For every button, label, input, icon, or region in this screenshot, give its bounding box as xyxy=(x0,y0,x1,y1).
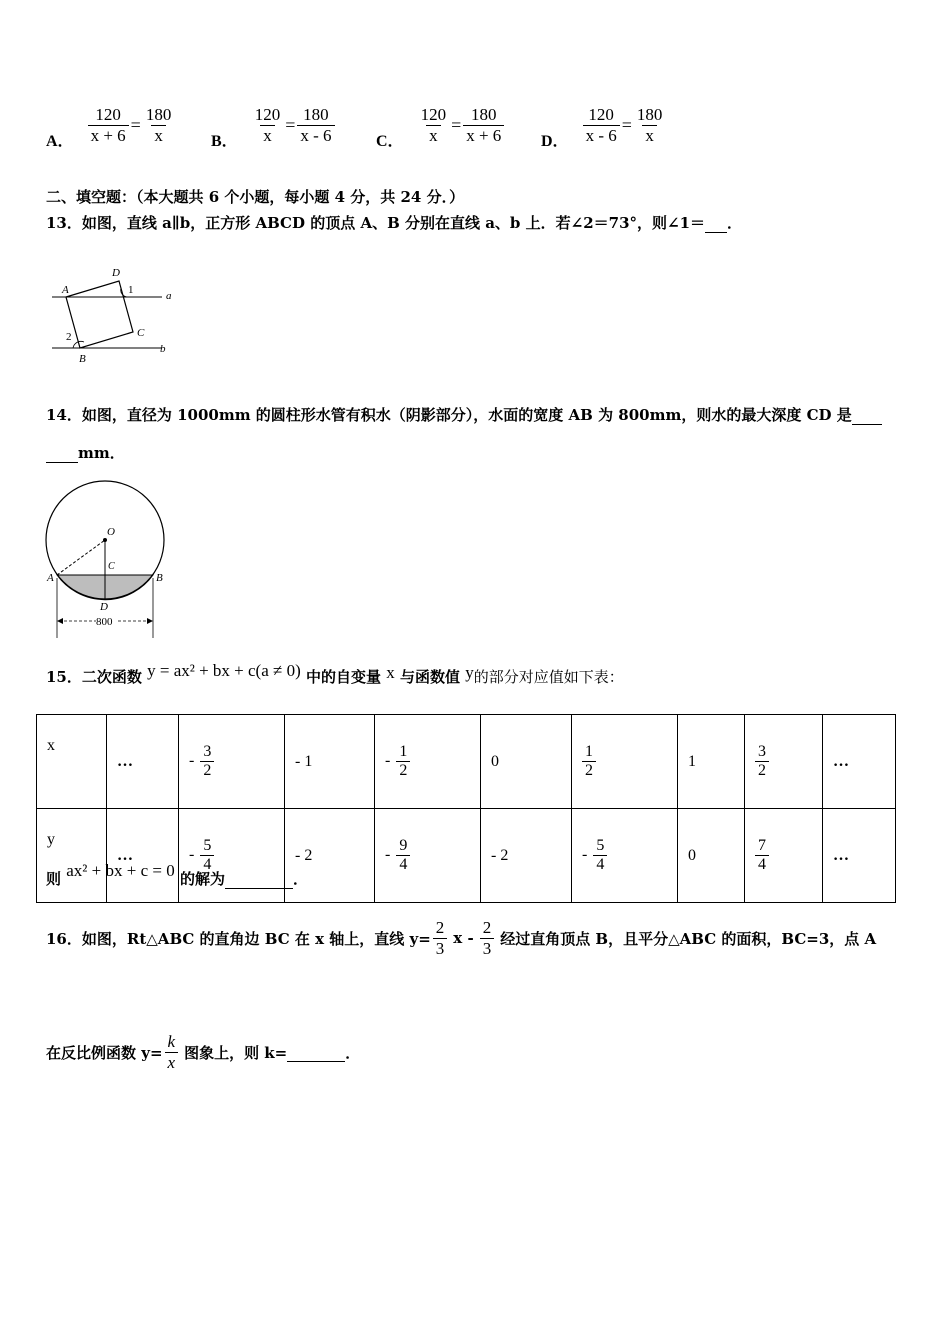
option-d[interactable] xyxy=(541,100,665,151)
option-right-fraction: $\frac{180}{x - 6}$ xyxy=(297,105,334,145)
question-14-line2 xyxy=(46,442,125,463)
fraction-two-thirds-b: $\frac{2}{3}$ xyxy=(480,918,495,958)
table-row-x xyxy=(37,715,896,809)
table-cell: … xyxy=(823,715,896,809)
section-title: 二、填空题：（本大题共 6 个小题，每小题 4 分，共 24 分．） xyxy=(46,188,465,206)
answer-blank xyxy=(705,214,727,233)
table-row-label: x xyxy=(37,715,107,809)
table-cell: - $\frac{1}{2}$ xyxy=(375,715,481,809)
question-14-end: mm． xyxy=(78,444,125,462)
question-14-text: 14．如图，直径为 1000mm 的圆柱形水管有积水（阴影部分），水面的宽度 AB 为 800mm，则水的最大深度 CD 是 xyxy=(46,406,852,424)
question-16-line2-prefix: 在反比例函数 y= xyxy=(46,1043,163,1062)
table-cell: - 2 xyxy=(285,809,375,903)
question-15 xyxy=(46,661,624,687)
answer-blank xyxy=(852,406,882,425)
question-16-line2-suffix: 图象上，则 k= xyxy=(184,1043,288,1062)
label-1: 1 xyxy=(128,284,134,296)
label-C: C xyxy=(108,561,115,572)
question-16-suffix: 经过直角顶点 B，且平分△ABC 的面积，BC=3，点 A xyxy=(500,929,877,948)
option-left-fraction: $\frac{120}{x}$ xyxy=(420,105,447,145)
label-D: D xyxy=(112,267,120,279)
table-cell: … xyxy=(107,809,179,903)
question-15-prefix: 15．二次函数 xyxy=(46,668,142,686)
answer-blank xyxy=(287,1043,345,1062)
question-15-middle1: 中的自变量 xyxy=(306,668,382,686)
question-13 xyxy=(46,212,742,233)
label-A: A xyxy=(62,284,69,296)
label-D: D xyxy=(100,601,108,613)
label-B: B xyxy=(156,572,163,584)
equals-sign: = xyxy=(621,115,632,135)
table-cell: - $\frac{9}{4}$ xyxy=(375,809,481,903)
table-cell: - 2 xyxy=(481,809,572,903)
option-c[interactable] xyxy=(376,100,504,151)
option-a[interactable] xyxy=(46,100,174,151)
option-label: A． xyxy=(46,133,74,150)
question-16-mid: x - xyxy=(453,929,474,948)
table-cell: - 1 xyxy=(285,715,375,809)
table-cell: 0 xyxy=(678,809,745,903)
table-cell: $\frac{3}{2}$ xyxy=(745,715,823,809)
option-right-fraction: $\frac{180}{x}$ xyxy=(636,105,663,145)
option-b[interactable] xyxy=(211,100,335,151)
pipe-water-figure xyxy=(40,478,175,643)
variable-y: y xyxy=(465,663,474,682)
question-16-end: ． xyxy=(345,1043,361,1062)
question-15-suffix: 的部分对应值如下表： xyxy=(473,670,624,686)
label-800: 800 xyxy=(96,616,113,628)
table-cell: $\frac{7}{4}$ xyxy=(745,809,823,903)
answer-prefix: 则 xyxy=(46,870,62,888)
label-a: a xyxy=(166,290,172,302)
label-C: C xyxy=(137,327,145,339)
option-label: B． xyxy=(211,133,238,150)
table-cell: 1 xyxy=(678,715,745,809)
answer-end: ． xyxy=(292,870,308,888)
equals-sign: = xyxy=(130,115,141,135)
question-13-text: 13．如图，直线 a∥b，正方形 ABCD 的顶点 A、B 分别在直线 a、b 上．若∠2＝73°，则∠1＝ xyxy=(46,214,706,232)
table-cell: - $\frac{5}{4}$ xyxy=(179,809,285,903)
label-A: A xyxy=(47,572,54,584)
question-15-middle2: 与函数值 xyxy=(399,668,460,686)
answer-blank xyxy=(225,870,293,889)
fraction-k-over-x: $\frac{k}{x}$ xyxy=(165,1032,179,1072)
square-parallel-lines-figure xyxy=(44,262,184,367)
function-formula: y = ax² + bx + c(a ≠ 0) xyxy=(147,661,301,680)
answer-suffix: 的解为 xyxy=(179,870,225,888)
option-label: D． xyxy=(541,133,569,150)
table-cell: … xyxy=(107,715,179,809)
option-label: C． xyxy=(376,133,404,150)
question-15-answer xyxy=(46,861,308,889)
label-2: 2 xyxy=(66,331,72,343)
option-right-fraction: $\frac{180}{x}$ xyxy=(145,105,172,145)
answer-blank xyxy=(46,444,78,463)
option-left-fraction: $\frac{120}{x + 6}$ xyxy=(88,105,129,145)
table-cell: - $\frac{5}{4}$ xyxy=(572,809,678,903)
variable-x: x xyxy=(386,663,395,682)
table-cell: … xyxy=(823,809,896,903)
question-13-end: ． xyxy=(727,214,743,232)
question-16-line1 xyxy=(46,918,876,958)
option-left-fraction: $\frac{120}{x}$ xyxy=(254,105,281,145)
equation-formula: ax² + bx + c = 0 xyxy=(66,861,175,880)
question-16-line2 xyxy=(46,1032,360,1072)
table-row-label: y xyxy=(37,809,107,903)
equals-sign: = xyxy=(451,115,462,135)
label-B: B xyxy=(79,353,86,365)
option-left-fraction: $\frac{120}{x - 6}$ xyxy=(583,105,620,145)
label-O: O xyxy=(107,526,115,538)
table-cell: - $\frac{3}{2}$ xyxy=(179,715,285,809)
option-right-fraction: $\frac{180}{x + 6}$ xyxy=(463,105,504,145)
label-b: b xyxy=(160,343,166,355)
fraction-two-thirds: $\frac{2}{3}$ xyxy=(433,918,448,958)
question-16-prefix: 16．如图，Rt△ABC 的直角边 BC 在 x 轴上，直线 y= xyxy=(46,929,431,948)
equals-sign: = xyxy=(285,115,296,135)
question-14-line1 xyxy=(46,404,882,425)
table-cell: 0 xyxy=(481,715,572,809)
table-cell: $\frac{1}{2}$ xyxy=(572,715,678,809)
